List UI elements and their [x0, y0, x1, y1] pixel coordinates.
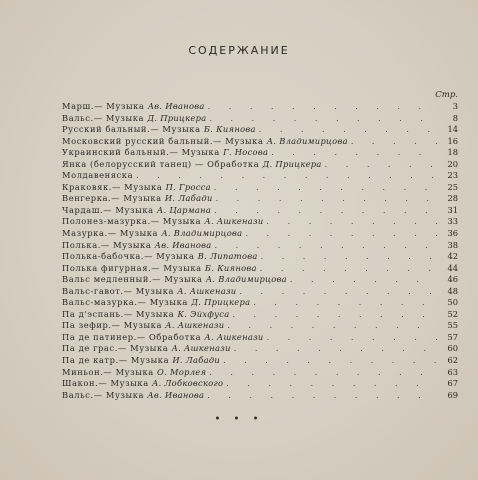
toc-entry: [62, 147, 458, 159]
dot-leader: [239, 286, 437, 298]
dot-leader: [223, 355, 437, 367]
toc-entry: [62, 390, 458, 402]
page-column-label: Стр.: [435, 90, 458, 100]
dance-name: Вальс-мазурка.— Музыка: [62, 297, 192, 308]
dance-name: Па де катр.— Музыка: [62, 355, 173, 366]
dot-leader: [234, 343, 437, 355]
dot-leader: [136, 170, 437, 182]
page-number: 42: [447, 251, 458, 262]
toc-entry-title: [62, 286, 236, 298]
page-number: 63: [447, 366, 458, 377]
dance-name: Вальс-гавот.— Музыка: [62, 285, 178, 296]
composer-name: Д. Прицкера: [191, 297, 251, 308]
dance-name: Па д'эспань.— Музыка: [62, 308, 178, 319]
toc-entry-title: [62, 274, 287, 286]
toc-entry: [62, 320, 458, 332]
toc-entry: [62, 274, 458, 286]
toc-entry: [62, 286, 458, 298]
page-number: 55: [447, 320, 458, 331]
dance-name: Па де патинер.— Обработка: [62, 331, 205, 342]
page-number: 62: [447, 355, 458, 366]
toc-entry: [62, 355, 458, 367]
composer-name: В. Липатова: [197, 251, 258, 262]
toc-entry: [62, 136, 458, 148]
page-title: СОДЕРЖАНИЕ: [188, 44, 290, 57]
composer-name: И. Лабади: [172, 355, 221, 366]
toc-entry-title: [62, 193, 213, 205]
toc-entry: [62, 159, 458, 171]
toc-entry-title: [62, 263, 257, 275]
toc-entry: [62, 113, 458, 125]
dot-leader: [261, 251, 437, 263]
toc-entry: [62, 182, 458, 194]
toc-entry-title: [62, 309, 229, 321]
page-number: 38: [447, 239, 458, 250]
composer-name: Д. Прицкера: [262, 158, 322, 169]
toc-entry: [62, 101, 458, 113]
page-number: 16: [447, 135, 458, 146]
dance-name: Янка (белорусский танец) — Обработка: [62, 158, 263, 169]
page-number: 67: [447, 378, 458, 389]
toc-entry: [62, 332, 458, 344]
toc-entry-title: [62, 182, 211, 194]
toc-entry-title: [62, 343, 231, 355]
dot-leader: [259, 124, 437, 136]
composer-name: Ав. Иванова: [147, 389, 205, 400]
dance-name: Па де грас.— Музыка: [62, 343, 172, 354]
toc-entry-title: [62, 297, 250, 309]
toc-entry-title: [62, 240, 212, 252]
dot-leader: [232, 309, 437, 321]
toc-entry: [62, 216, 458, 228]
composer-name: А. Владимирцова: [205, 274, 287, 285]
page-number: 60: [447, 343, 458, 354]
dance-name: Вальс.— Музыка: [62, 389, 148, 400]
toc-entry: [62, 228, 458, 240]
toc-entry: [62, 343, 458, 355]
table-of-contents: [62, 101, 458, 401]
toc-entry-title: [62, 205, 211, 217]
dance-name: Шакон.— Музыка: [62, 378, 152, 389]
dot-leader: [290, 274, 437, 286]
toc-entry-title: [62, 378, 223, 390]
page-number: 28: [447, 193, 458, 204]
dot-leader: [208, 101, 437, 113]
page-number: 23: [447, 170, 458, 181]
toc-entry: [62, 297, 458, 309]
toc-entry-title: [62, 159, 322, 171]
toc-entry: [62, 240, 458, 252]
page-number: 18: [447, 147, 458, 158]
page-number: 33: [447, 216, 458, 227]
composer-name: А. Лобковского: [151, 378, 224, 389]
composer-name: Г. Носова: [223, 147, 269, 158]
toc-entry-title: [62, 367, 206, 379]
composer-name: А. Ашкенази: [165, 320, 225, 331]
toc-entry: [62, 378, 458, 390]
dance-name: Чардаш.— Музыка: [62, 204, 157, 215]
toc-entry: [62, 367, 458, 379]
dance-name: Украинский бальный.— Музыка: [62, 147, 224, 158]
composer-name: А. Владимирцова: [161, 228, 243, 239]
dot-leader: [271, 147, 437, 159]
dot-leader: [209, 113, 437, 125]
toc-entry: [62, 124, 458, 136]
page-number: 50: [447, 297, 458, 308]
dance-name: Полонез-мазурка.— Музыка: [62, 216, 205, 227]
toc-entry: [62, 309, 458, 321]
composer-name: Б. Киянова: [204, 262, 257, 273]
dot-leader: [267, 216, 437, 228]
toc-entry-title: [62, 147, 268, 159]
dance-name: Вальс.— Музыка: [62, 112, 148, 123]
composer-name: А. Ашкенази: [171, 343, 231, 354]
toc-entry-title: [62, 228, 242, 240]
composer-name: А. Цармана: [156, 204, 212, 215]
composer-name: Д. Прицкера: [147, 112, 207, 123]
dance-name: Московский русский бальный.— Музыка: [62, 135, 267, 146]
toc-entry: [62, 263, 458, 275]
page-number: 69: [447, 389, 458, 400]
dot-leader: [253, 297, 437, 309]
dance-name: Краковяк.— Музыка: [62, 181, 166, 192]
toc-entry: [62, 251, 458, 263]
page-number: 20: [447, 158, 458, 169]
page-number: 31: [447, 204, 458, 215]
page-number: 14: [447, 124, 458, 135]
dot-leader: [214, 182, 437, 194]
toc-entry-title: [62, 216, 264, 228]
page-number: 52: [447, 308, 458, 319]
dot-leader: [209, 367, 437, 379]
ornament-dots: • • •: [214, 414, 264, 425]
composer-name: А. Ашкенази: [204, 331, 264, 342]
page-number: 25: [447, 181, 458, 192]
dot-leader: [215, 240, 437, 252]
composer-name: П. Гросса: [165, 181, 211, 192]
composer-name: Ав. Иванова: [154, 239, 212, 250]
dance-name: Марш.— Музыка: [62, 101, 148, 111]
toc-entry-title: [62, 320, 224, 332]
composer-name: А. Ашкенази: [204, 216, 264, 227]
dance-name: Миньон.— Музыка: [62, 366, 158, 377]
composer-name: А. Владимирцова: [266, 135, 348, 146]
dance-name: Вальс медленный.— Музыка: [62, 274, 206, 285]
dance-name: Полька.— Музыка: [62, 239, 155, 250]
page-number: 57: [447, 331, 458, 342]
composer-name: А. Ашкенази: [177, 285, 237, 296]
toc-entry-title: [62, 355, 220, 367]
page-number: 8: [452, 112, 458, 123]
toc-entry-title: [62, 124, 256, 136]
dot-leader: [325, 159, 437, 171]
composer-name: К. Эйхфуса: [177, 308, 230, 319]
dot-leader: [351, 136, 437, 148]
toc-entry-title: [62, 113, 206, 125]
toc-entry-title: [62, 170, 133, 182]
dance-name: Молдавеняска: [62, 170, 134, 181]
dot-leader: [226, 378, 437, 390]
page-number: 3: [452, 101, 458, 111]
toc-entry-title: [62, 136, 348, 148]
toc-entry-title: [62, 390, 204, 402]
dot-leader: [207, 390, 437, 402]
toc-entry-title: [62, 251, 258, 263]
dot-leader: [260, 263, 437, 275]
dot-leader: [214, 205, 437, 217]
page-number: 46: [447, 274, 458, 285]
dot-leader: [245, 228, 437, 240]
composer-name: И. Лабади: [164, 193, 213, 204]
dance-name: Русский бальный.— Музыка: [62, 124, 204, 135]
composer-name: Б. Киянова: [203, 124, 256, 135]
page-number: 36: [447, 228, 458, 239]
dot-leader: [227, 320, 437, 332]
page-number: 44: [447, 262, 458, 273]
composer-name: Ав. Иванова: [147, 101, 205, 111]
dance-name: Мазурка.— Музыка: [62, 228, 162, 239]
page-number: 48: [447, 285, 458, 296]
toc-entry: [62, 193, 458, 205]
dance-name: Венгерка.— Музыка: [62, 193, 165, 204]
toc-entry-title: [62, 332, 264, 344]
dance-name: Па зефир.— Музыка: [62, 320, 166, 331]
toc-entry-title: [62, 101, 205, 113]
dot-leader: [216, 193, 437, 205]
composer-name: О. Морлея: [157, 366, 207, 377]
dot-leader: [267, 332, 437, 344]
toc-entry: [62, 205, 458, 217]
dance-name: Полька фигурная.— Музыка: [62, 262, 205, 273]
toc-entry: [62, 170, 458, 182]
dance-name: Полька-бабочка.— Музыка: [62, 251, 198, 262]
